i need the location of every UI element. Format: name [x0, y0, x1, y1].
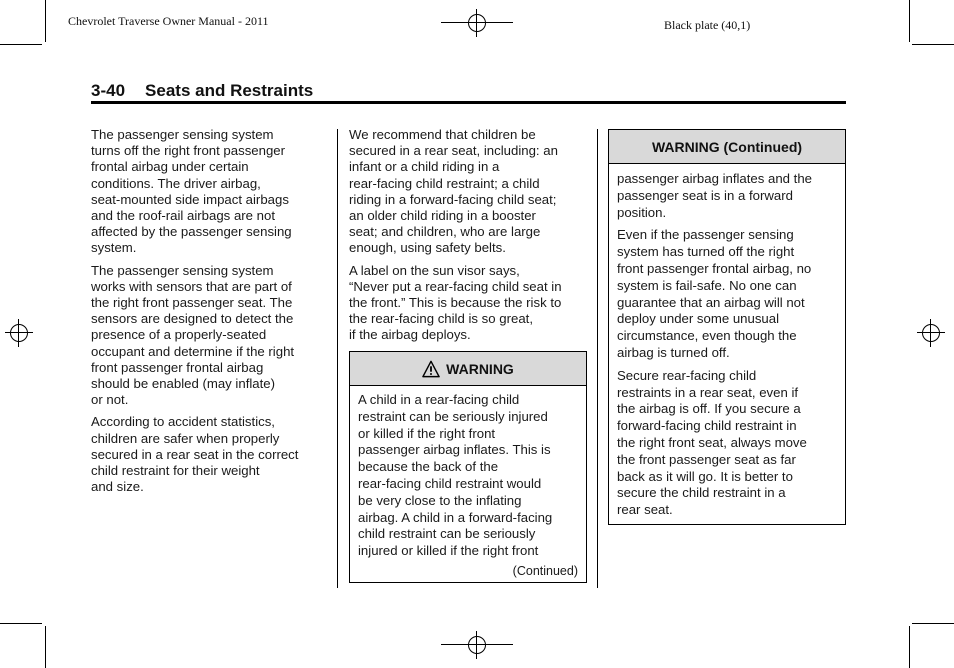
caution-triangle-icon — [422, 360, 440, 378]
heading-rule — [91, 101, 846, 104]
crop-mark — [912, 44, 954, 45]
registration-mark-icon — [463, 631, 491, 659]
warning-header — [350, 352, 586, 386]
registration-mark-icon — [463, 9, 491, 37]
registration-line — [441, 644, 513, 645]
crop-mark — [45, 626, 46, 668]
warning-title: WARNING (Continued) — [651, 138, 803, 155]
crop-mark — [0, 623, 42, 624]
warning-paragraph: Secure rear-facing child restraints in a rear seat, even if the airbag is off. If you secure a forward-facing child restraint in the right front seat, always move the front passenger seat as far back as it will go. It is better to secure the child restraint in a rear seat. — [617, 367, 807, 518]
warning-box — [349, 351, 587, 583]
section-title: Seats and Restraints — [145, 81, 314, 100]
warning-title: WARNING — [446, 360, 514, 377]
crop-mark — [0, 44, 42, 45]
registration-line — [441, 22, 513, 23]
column-divider — [337, 129, 338, 588]
column-2 — [349, 127, 589, 350]
crop-mark — [45, 0, 46, 42]
crop-mark — [909, 0, 910, 42]
paragraph: According to accident statistics, children are safer when properly secured in a rear seat in the correct child restraint for their weight and size. — [91, 414, 299, 495]
warning-continued-box — [608, 129, 846, 525]
warning-body — [609, 164, 845, 519]
plate-label: Black plate (40,1) — [664, 18, 751, 32]
paragraph: The passenger sensing system works with sensors that are part of the right front passenger seat. The sensors are designed to detect the presence of a properly-seated occupant and determine if the right front passenger frontal airbag should be enabled (may inflate) or not. — [91, 262, 295, 408]
crop-mark — [912, 623, 954, 624]
section-heading — [91, 81, 313, 101]
crop-mark — [909, 626, 910, 668]
warning-paragraph: Even if the passenger sensing system has turned off the right front passenger frontal airbag, no system is fail-safe. No one can guarantee that an airbag will not deploy under some unusual circumstance, even though the airbag is turned off. — [617, 227, 812, 360]
column-divider — [597, 129, 598, 588]
warning-text: A child in a rear-facing child restraint can be seriously injured or killed if the right front passenger airbag inflates. This is because the back of the rear-facing child restraint would be very close to the inflating airbag. A child in a forward-facing child restraint can be seriously injured or killed if the right front — [358, 392, 553, 559]
page-number: 3-40 — [91, 81, 126, 100]
continued-label: (Continued) — [512, 564, 578, 578]
paragraph: The passenger sensing system turns off the right front passenger frontal airbag under certain conditions. The driver airbag, seat-mounted side impact airbags and the roof-rail airbags are not affected by the passenger sensing system. — [91, 127, 292, 256]
paragraph: A label on the sun visor says, “Never put a rear-facing child seat in the front.” This is because the risk to the rear-facing child is so great, if the airbag deploys. — [349, 262, 562, 343]
registration-mark-icon — [917, 319, 945, 347]
manual-title: Chevrolet Traverse Owner Manual - 2011 — [68, 14, 269, 28]
warning-body — [350, 386, 586, 560]
warning-paragraph: passenger airbag inflates and the passenger seat is in a forward position. — [617, 171, 813, 220]
column-1 — [91, 127, 327, 501]
registration-mark-icon — [5, 319, 33, 347]
paragraph: We recommend that children be secured in a rear seat, including: an infant or a child riding in a rear-facing child restraint; a child riding in a forward-facing child seat; an older child riding in a booster seat; and children, who are large enough, using safety belts. — [349, 127, 558, 256]
warning-header — [609, 130, 845, 164]
